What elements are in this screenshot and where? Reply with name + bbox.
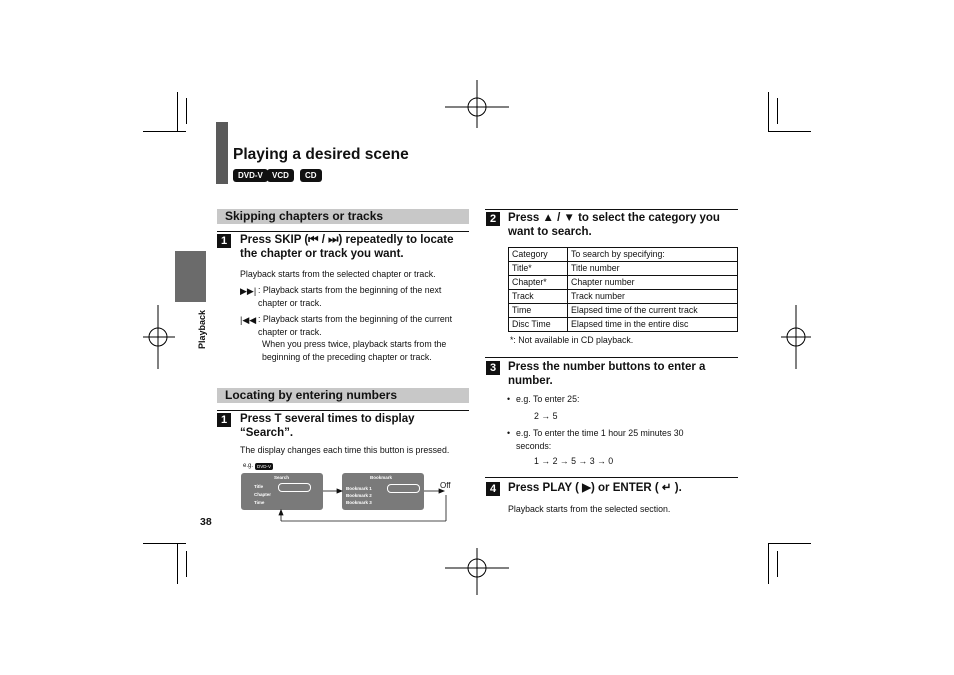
screen-row: Bookmark 1 <box>346 486 372 491</box>
screen-row: Bookmark 2 <box>346 493 372 498</box>
table-cell: Title* <box>509 262 568 276</box>
disc-tag-dvd: DVD-V <box>233 169 268 182</box>
step-instruction: Press PLAY ( ▶) or ENTER ( ↵ ). <box>508 482 682 494</box>
screen-title: Search <box>274 475 290 480</box>
example-disc-tag: DVD-V <box>257 464 272 469</box>
example-text: e.g. To enter 25: <box>516 394 580 404</box>
table-cell: Chapter number <box>568 276 738 290</box>
step-instruction: Press the number buttons to enter a number. <box>508 361 706 387</box>
bullet: • <box>507 428 511 438</box>
side-label: Playback <box>197 309 207 349</box>
skip-previous-note: When you press twice, playback starts from the beginning of the preceding chapter or track. <box>262 339 447 362</box>
step-instruction: Press SKIP (⏮ / ⏭) repeatedly to locate the chapter or track you want. <box>240 234 454 260</box>
screen-row: Time <box>254 500 265 505</box>
section-heading-locating: Locating by entering numbers <box>217 388 469 403</box>
table-header-row <box>509 248 738 262</box>
step-body: Playback starts from the selected chapter or track. <box>240 269 436 279</box>
example-label: e.g. <box>243 463 254 469</box>
table-cell: Track <box>509 290 568 304</box>
disc-tag-vcd: VCD <box>267 169 294 182</box>
table-header: Category <box>509 248 568 262</box>
category-table <box>508 247 738 332</box>
page-title: Playing a desired scene <box>233 146 409 163</box>
screen-row: Title <box>254 484 264 489</box>
example-text: e.g. To enter the time 1 hour 25 minutes 30 seconds: <box>516 428 684 451</box>
table-row <box>509 262 738 276</box>
table-cell: Elapsed time of the current track <box>568 304 738 318</box>
divider <box>485 477 738 478</box>
table-cell: Disc Time <box>509 318 568 332</box>
screen-row: Chapter <box>254 492 272 497</box>
screen-row: Bookmark 3 <box>346 500 372 505</box>
off-label: Off <box>440 481 451 490</box>
example-sequence: 1 → 2 → 5 → 3 → 0 <box>534 456 614 466</box>
step-body: Playback starts from the selected section. <box>508 504 671 514</box>
skip-previous-description: : Playback starts from the beginning of the current chapter or track. <box>258 314 453 337</box>
divider <box>485 357 738 358</box>
table-cell: Track number <box>568 290 738 304</box>
table-cell: Title number <box>568 262 738 276</box>
step-number: 3 <box>486 361 500 375</box>
table-row <box>509 318 738 332</box>
page-number: 38 <box>200 516 212 528</box>
table-row <box>509 290 738 304</box>
divider <box>485 209 738 210</box>
bullet: • <box>507 394 511 404</box>
section-heading-skipping: Skipping chapters or tracks <box>217 209 469 224</box>
step-number: 4 <box>486 482 500 496</box>
step-number: 2 <box>486 212 500 226</box>
skip-next-icon: ▶▶| <box>240 286 257 296</box>
table-cell: Time <box>509 304 568 318</box>
skip-previous-icon: |◀◀ <box>240 315 257 325</box>
disc-tag-cd: CD <box>300 169 322 182</box>
table-row <box>509 276 738 290</box>
skip-next-description: : Playback starts from the beginning of the next chapter or track. <box>258 285 442 308</box>
table-row <box>509 304 738 318</box>
step-number: 1 <box>217 234 231 248</box>
step-instruction: Press T several times to display “Search”. <box>240 413 415 439</box>
step-number: 1 <box>217 413 231 427</box>
step-instruction: Press ▲ / ▼ to select the category you want to search. <box>508 212 720 238</box>
table-cell: Chapter* <box>509 276 568 290</box>
table-header: To search by specifying: <box>568 248 738 262</box>
example-sequence: 2 → 5 <box>534 411 558 421</box>
table-cell: Elapsed time in the entire disc <box>568 318 738 332</box>
table-note: *: Not available in CD playback. <box>510 335 634 345</box>
step-body: The display changes each time this button is pressed. <box>240 445 450 455</box>
screen-title: Bookmark <box>370 475 393 480</box>
